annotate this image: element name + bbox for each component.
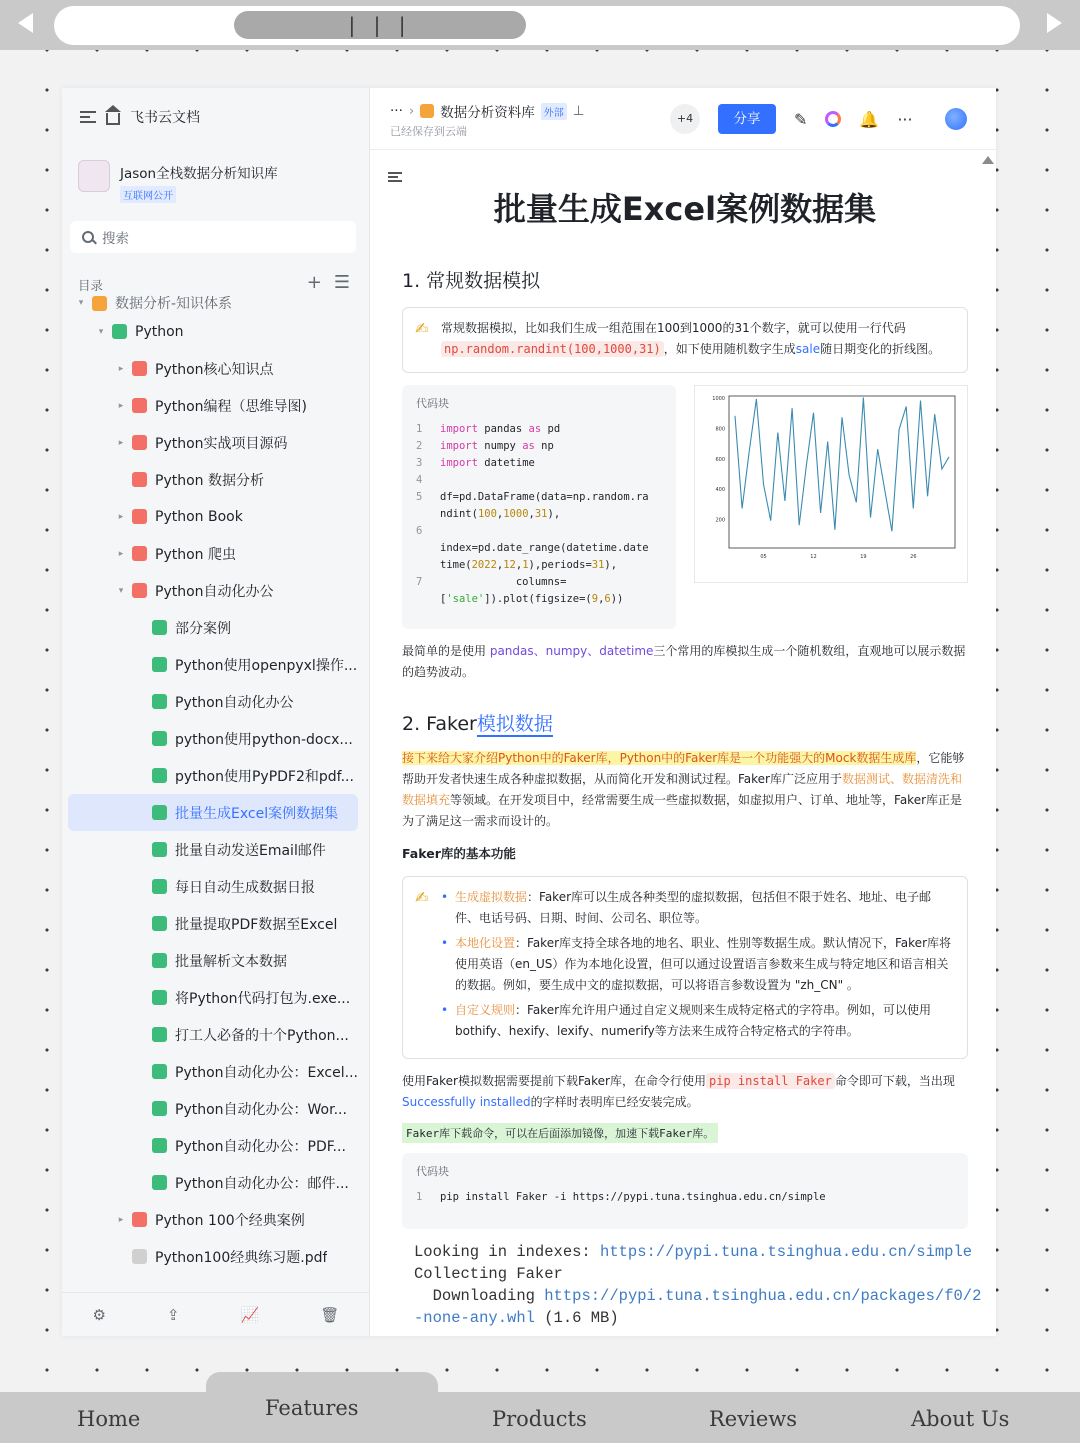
knowledge-base-icon	[78, 160, 110, 192]
p2-text-a: ，它能够帮助开发者快速生成各种虚拟数据，从而简化开发和测试过程。Faker库广泛应用于	[402, 751, 965, 786]
brand-label[interactable]: 飞书云文档	[130, 110, 200, 126]
y-tick-label: 200	[715, 517, 725, 524]
doc-icon	[152, 990, 167, 1005]
share-button[interactable]: 分享	[718, 104, 776, 134]
trash-icon[interactable]: 🗑	[320, 1305, 340, 1324]
back-arrow-icon[interactable]	[18, 13, 33, 33]
doc-icon	[152, 1101, 167, 1116]
term-line-1: Looking in indexes:	[414, 1243, 601, 1261]
sidebar-item[interactable]	[62, 942, 370, 979]
p3-success: Successfully installed	[402, 1095, 531, 1109]
breadcrumb-more[interactable]: ···	[390, 103, 403, 119]
sidebar-item-label: 批量生成Excel案例数据集	[175, 805, 339, 822]
sidebar-item[interactable]	[62, 1016, 370, 1053]
doc-icon	[152, 842, 167, 857]
outline-icon[interactable]	[388, 172, 402, 182]
search-icon	[82, 231, 94, 243]
callout1-sale: sale	[795, 342, 821, 356]
doc-icon	[132, 509, 147, 524]
sidebar-item-label: Python实战项目源码	[155, 435, 288, 452]
ai-assistant-icon[interactable]	[825, 111, 841, 127]
p3-text-c: 的字样时表明库已经安装完成。	[530, 1095, 699, 1109]
kb-title: Jason全栈数据分析知识库	[120, 166, 278, 182]
green-note: Faker库下载命令，可以在后面添加镜像，加速下载Faker库。	[402, 1123, 718, 1143]
sidebar-item-label: Python自动化办公：PDF...	[175, 1138, 346, 1155]
header-actions	[670, 104, 967, 134]
writing-hand-icon: ✍	[415, 888, 429, 907]
sidebar-item-label: Python	[135, 323, 184, 340]
doc-icon	[152, 768, 167, 783]
sidebar-item-label: 将Python代码打包为.exe...	[175, 990, 351, 1007]
doc-icon	[132, 1212, 147, 1227]
code-block-pandas[interactable]: 代码块 1 import pandas as pd 2 import numpy as np 3 import datetime 4 5 df=pd.DataFrame(data=np.random.ra ndint(100,1000,31), 6 index=pd.date_range(datetime.date time(2022,12,1),periods=31), 7 columns= ['sale']).plot(figsize=(9,6))	[402, 385, 676, 629]
sidebar-item[interactable]	[62, 1238, 370, 1275]
code-block-pip[interactable]: 代码块 1 pip install Faker -i https://pypi.tuna.tsinghua.edu.cn/simple	[402, 1153, 968, 1229]
search-placeholder: 搜索	[102, 231, 129, 247]
search-input[interactable]	[70, 221, 356, 253]
knowledge-base-card[interactable]	[78, 160, 278, 203]
sidebar-item-label: Python 爬虫	[155, 546, 236, 563]
doc-icon	[152, 1027, 167, 1042]
pip-command: pip install Faker -i https://pypi.tuna.tsinghua.edu.cn/simple	[440, 1191, 826, 1203]
bullet-3	[441, 1000, 953, 1042]
sidebar-item-label: Python自动化办公：Wor...	[175, 1101, 347, 1118]
chevron-icon[interactable]: ▸	[118, 400, 124, 411]
term-url-4: -none-any.whl	[414, 1309, 535, 1327]
feishu-docs-window	[62, 88, 996, 1336]
doc-icon	[152, 694, 167, 709]
p1-libs: pandas、numpy、datetime	[489, 644, 654, 658]
sidebar-item[interactable]	[62, 683, 370, 720]
sidebar-item-label: Python自动化办公	[175, 694, 294, 711]
chevron-icon[interactable]: ▸	[118, 1214, 124, 1225]
code-and-chart-row	[402, 385, 968, 629]
document-area	[370, 88, 996, 1336]
doc-icon	[92, 296, 107, 311]
doc-icon	[132, 583, 147, 598]
share-export-icon[interactable]: ⇪	[167, 1305, 180, 1324]
tab-home[interactable]: Home	[77, 1407, 141, 1431]
sidebar-item-label: Python 100个经典案例	[155, 1212, 305, 1229]
chevron-icon[interactable]: ▸	[118, 363, 124, 374]
breadcrumb-separator: ›	[408, 103, 415, 119]
p2-highlight: 接下来给大家介绍Python中的Faker库，Python中的Faker库是一个功能强大的Mock数据生成库	[402, 751, 917, 765]
sidebar-item-label: 每日自动生成数据日报	[175, 879, 315, 896]
sidebar-item-label: Python 数据分析	[155, 472, 264, 489]
term-line-2: Collecting Faker	[414, 1265, 563, 1283]
avatar[interactable]	[945, 108, 967, 130]
sidebar-item[interactable]	[62, 868, 370, 905]
sidebar-item[interactable]	[62, 646, 370, 683]
breadcrumb	[390, 101, 585, 121]
sidebar-item-label: python使用PyPDF2和pdf...	[175, 768, 354, 785]
sidebar-item[interactable]	[62, 1090, 370, 1127]
tab-about-us[interactable]: About Us	[911, 1407, 1010, 1431]
term-line-3: Downloading	[414, 1287, 545, 1305]
document-content	[402, 168, 982, 1329]
bullet-1-key: 生成虚拟数据	[455, 890, 528, 904]
code-block-caption: 代码块	[416, 1165, 449, 1178]
doc-icon	[152, 620, 167, 635]
chevron-icon[interactable]: ▸	[118, 437, 124, 448]
sidebar-item[interactable]	[62, 831, 370, 868]
sidebar-item[interactable]	[62, 1127, 370, 1164]
inline-code-pip: pip install Faker	[706, 1073, 835, 1089]
callout-1	[402, 307, 968, 373]
collaborators-count[interactable]: +4	[670, 104, 700, 134]
list-view-icon[interactable]: ☰	[333, 272, 350, 293]
tab-products[interactable]: Products	[492, 1407, 587, 1431]
sidebar-item[interactable]	[62, 293, 370, 313]
y-tick-label: 1000	[712, 396, 725, 402]
external-badge: 外部	[541, 103, 567, 120]
sidebar-item-label: Python自动化办公：Excel...	[175, 1064, 358, 1081]
more-icon[interactable]: ···	[897, 109, 913, 129]
forward-arrow-icon[interactable]	[1047, 13, 1062, 33]
doc-icon	[152, 916, 167, 931]
browser-top-bar	[0, 0, 1080, 50]
url-pill[interactable]: | | |	[234, 11, 526, 39]
sidebar-top	[80, 106, 200, 128]
sidebar-item-label: Python自动化办公：邮件...	[175, 1175, 349, 1192]
p1-text-a: 最简单的是使用	[402, 644, 490, 658]
sidebar-item[interactable]	[62, 1201, 370, 1238]
code-block-caption: 代码块	[416, 397, 449, 410]
settings-icon[interactable]: ⚙	[92, 1305, 106, 1324]
directory-label: 目录	[78, 278, 104, 293]
edit-icon[interactable]: ✎	[794, 109, 808, 129]
doc-icon	[152, 953, 167, 968]
sidebar-item[interactable]	[62, 313, 370, 350]
p1-text-b: 三个常用的库模拟生成一个随机数组，直观地可以展示数据的趋势波动。	[402, 644, 966, 679]
paragraph-3	[402, 1071, 968, 1113]
chart-svg	[695, 386, 969, 584]
pin-icon[interactable]: ⊥	[572, 103, 585, 119]
bullet-3-key: 自定义规则	[455, 1003, 516, 1017]
sec2-title-a: 2. Faker	[402, 713, 477, 735]
sidebar-item[interactable]	[62, 424, 370, 461]
chevron-icon[interactable]: ▾	[118, 585, 124, 596]
bullet-1	[441, 887, 953, 929]
sidebar-item-label: Python Book	[155, 508, 243, 525]
chevron-icon[interactable]: ▾	[98, 326, 104, 337]
doc-icon	[152, 1175, 167, 1190]
doc-icon	[132, 435, 147, 450]
paragraph-1	[402, 641, 968, 683]
callout-2	[402, 876, 968, 1059]
tab-features[interactable]: Features	[265, 1396, 359, 1420]
chevron-icon[interactable]: ▾	[78, 298, 84, 308]
sidebar	[62, 88, 370, 1336]
directory-tree	[62, 293, 370, 1275]
paragraph-2	[402, 748, 968, 832]
x-tick-label: 26	[910, 554, 917, 560]
breadcrumb-title[interactable]: 数据分析资料库	[440, 105, 535, 121]
sale-series-line	[735, 398, 949, 532]
doc-icon	[152, 657, 167, 672]
sidebar-item-label: Python自动化办公	[155, 583, 274, 600]
sidebar-item[interactable]	[62, 572, 370, 609]
inline-code-randint: np.random.randint(100,1000,31)	[441, 341, 664, 357]
callout1-text-c: 随日期变化的折线图。	[820, 342, 941, 356]
doc-icon	[152, 1064, 167, 1079]
sidebar-item-label: Python使用openpyxl操作...	[175, 657, 358, 674]
bullet-2-key: 本地化设置	[455, 936, 516, 950]
sidebar-item[interactable]	[62, 350, 370, 387]
address-bar[interactable]	[54, 6, 1020, 45]
sidebar-item-label: 打工人必备的十个Python...	[175, 1027, 349, 1044]
sidebar-item[interactable]	[62, 535, 370, 572]
doc-icon	[132, 472, 147, 487]
sidebar-item[interactable]	[62, 720, 370, 757]
faker-basic-heading: Faker库的基本功能	[402, 846, 516, 861]
doc-icon	[152, 731, 167, 746]
sidebar-item[interactable]	[62, 461, 370, 498]
section-1-heading: 1. 常规数据模拟	[402, 270, 541, 292]
doc-icon	[132, 361, 147, 376]
section-2-heading	[402, 709, 968, 736]
term-url-3: https://pypi.tuna.tsinghua.edu.cn/packages/f0/2	[544, 1287, 982, 1305]
bullet-2	[441, 933, 953, 996]
stats-icon[interactable]: 📈	[240, 1305, 260, 1324]
y-tick-label: 400	[715, 487, 725, 494]
doc-icon	[132, 1249, 147, 1264]
p2-orange: 数据测试、数据清洗和数据填充	[402, 772, 963, 807]
folder-icon	[420, 104, 434, 118]
y-tick-label: 800	[715, 426, 725, 433]
doc-icon	[152, 1138, 167, 1153]
sidebar-item-label: 批量提取PDF数据至Excel	[175, 916, 338, 933]
sidebar-item-label: Python100经典练习题.pdf	[155, 1249, 328, 1266]
collapse-sidebar-icon[interactable]	[80, 111, 96, 123]
writing-hand-icon: ✍	[415, 319, 429, 338]
sidebar-item[interactable]	[68, 794, 358, 831]
doc-header	[370, 88, 996, 150]
sidebar-item-label: python使用python-docx...	[175, 731, 353, 748]
directory-header	[78, 272, 350, 294]
bullet-3-text: ：Faker库允许用户通过自定义规则来生成特定格式的字符串。例如，可以使用bothify、hexify、lexify、numerify等方法来生成符合特定格式的字符串。	[455, 1003, 932, 1038]
terminal-output-image	[402, 1241, 982, 1329]
term-url-1: https://pypi.tuna.tsinghua.edu.cn/simple	[600, 1243, 973, 1261]
x-tick-label: 05	[760, 554, 767, 560]
doc-icon	[152, 879, 167, 894]
sidebar-footer	[62, 1292, 370, 1336]
sidebar-item[interactable]	[62, 498, 370, 535]
term-line-4: (1.6 MB)	[534, 1309, 619, 1327]
bell-icon[interactable]: 🔔	[859, 109, 880, 129]
add-page-icon[interactable]: +	[306, 272, 322, 293]
saved-status: 已经保存到云端	[390, 125, 467, 138]
p3-text-b: 命令即可下载，当出现	[834, 1074, 955, 1088]
callout1-text-a: 常规数据模拟，比如我们生成一组范围在100到1000的31个数字，就可以使用一行代码	[441, 321, 906, 335]
sidebar-item-label: 批量自动发送Email邮件	[175, 842, 326, 859]
sidebar-item[interactable]	[62, 757, 370, 794]
sidebar-item[interactable]	[62, 1164, 370, 1201]
callout1-text-b: ，如下使用随机数字生成	[663, 342, 796, 356]
sidebar-item[interactable]	[62, 387, 370, 424]
doc-icon	[132, 546, 147, 561]
sidebar-item[interactable]	[62, 609, 370, 646]
scroll-up-icon[interactable]	[982, 156, 994, 164]
p2-text-b: 等领域。在开发项目中，经常需要生成一些虚拟数据，如虚拟用户、订单、地址等，Faker库正是为了满足这一需求而设计的。	[402, 793, 963, 828]
sidebar-item[interactable]	[62, 979, 370, 1016]
kb-public-badge: 互联网公开	[120, 186, 176, 203]
sidebar-item-label: Python编程（思维导图)	[155, 398, 307, 415]
sidebar-item-label: 批量解析文本数据	[175, 953, 287, 970]
chevron-icon[interactable]: ▸	[118, 511, 124, 522]
chevron-icon[interactable]: ▸	[118, 548, 124, 559]
x-tick-label: 12	[810, 554, 817, 560]
doc-icon	[132, 398, 147, 413]
sec2-title-b: 模拟数据	[476, 713, 553, 735]
sidebar-item[interactable]	[62, 905, 370, 942]
bullet-1-text: ：Faker库可以生成各种类型的虚拟数据，包括但不限于姓名、地址、电子邮件、电话号码、日期、时间、公司名、职位等。	[455, 890, 932, 925]
doc-icon	[112, 324, 127, 339]
sidebar-item-label: 数据分析-知识体系	[115, 296, 233, 312]
sidebar-item-label: Python核心知识点	[155, 361, 274, 378]
y-tick-label: 600	[715, 456, 725, 463]
x-tick-label: 19	[860, 554, 867, 560]
sidebar-item-label: 部分案例	[175, 620, 231, 637]
doc-icon	[152, 805, 167, 820]
sale-line-chart	[694, 385, 968, 583]
tab-reviews[interactable]: Reviews	[709, 1407, 797, 1431]
home-icon[interactable]	[106, 113, 120, 125]
bullet-2-text: ：Faker库支持全球各地的地名、职业、性别等数据生成。默认情况下，Faker库将使用英语（en_US）作为本地化设置，但可以通过设置语言参数来生成与特定地区和语言相关的数据。例如，要生成中文的虚拟数据，可以将语言参数设置为 "zh_CN" 。	[455, 936, 952, 992]
p3-text-a: 使用Faker模拟数据需要提前下载Faker库，在命令行使用	[402, 1074, 706, 1088]
sidebar-item[interactable]	[62, 1053, 370, 1090]
page-title: 批量生成Excel案例数据集	[493, 190, 877, 228]
